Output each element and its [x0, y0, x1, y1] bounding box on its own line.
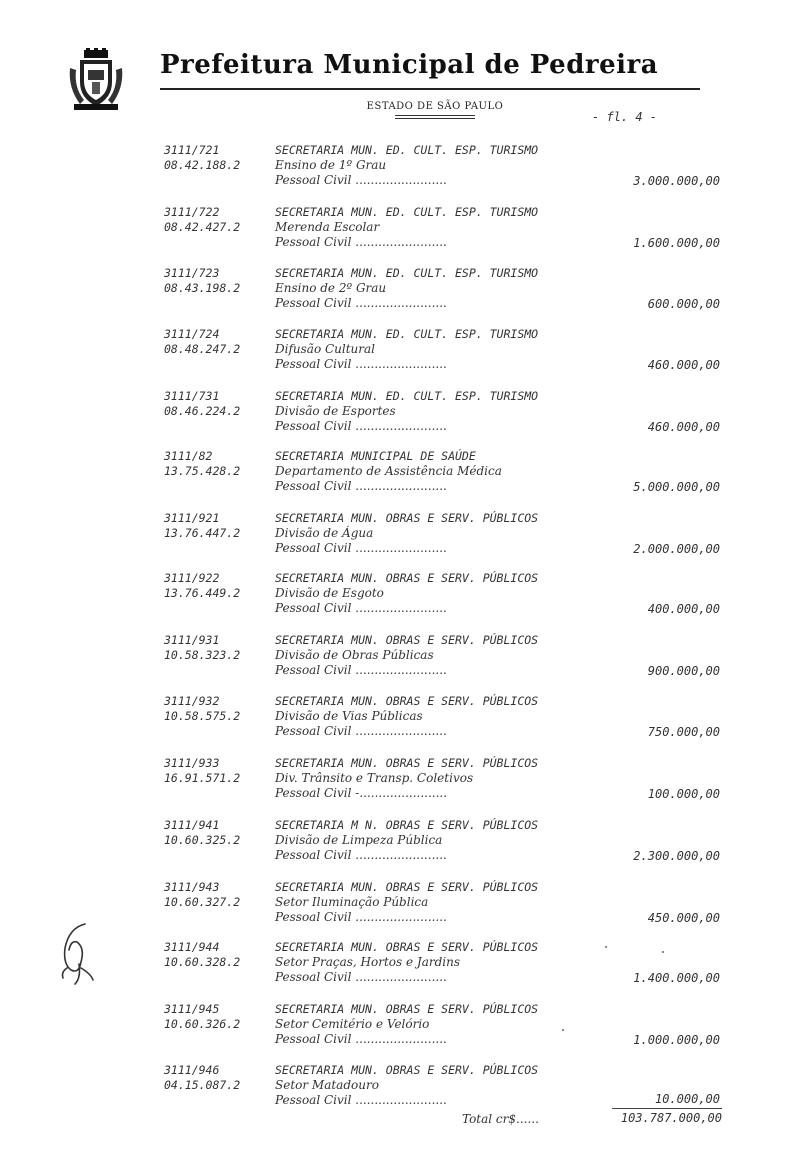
- entry-code: [164, 633, 269, 663]
- program-code: 04.15.087.2: [164, 1078, 241, 1092]
- expense-item: Pessoal Civil ........................: [275, 663, 447, 677]
- entry-amount: 460.000,00: [647, 420, 720, 434]
- account-code: 3111/945: [164, 1002, 220, 1016]
- account-code: 3111/731: [164, 389, 220, 403]
- entry-description: [275, 633, 595, 678]
- entry-amount: 3.000.000,00: [633, 174, 720, 188]
- account-code: 3111/921: [164, 511, 220, 525]
- account-code: 3111/932: [164, 694, 220, 708]
- program-code: 10.60.327.2: [164, 895, 241, 909]
- expense-item: Pessoal Civil ........................: [275, 541, 447, 555]
- entry-description: [275, 940, 595, 985]
- entry-amount: 1.600.000,00: [633, 236, 720, 250]
- unit-name: Setor Praças, Hortos e Jardins: [275, 955, 461, 969]
- scan-speck: [662, 951, 664, 953]
- entry-code: [164, 1002, 269, 1032]
- expense-item: Pessoal Civil -.......................: [275, 786, 448, 800]
- entry-description: [275, 880, 595, 925]
- department-name: SECRETARIA MUNICIPAL DE SAÚDE: [275, 449, 476, 463]
- account-code: 3111/922: [164, 571, 220, 585]
- budget-entry: [0, 756, 800, 816]
- entry-code: [164, 818, 269, 848]
- entry-code: [164, 940, 269, 970]
- entry-code: [164, 756, 269, 786]
- total-value: 103.787.000,00: [620, 1111, 722, 1125]
- expense-item: Pessoal Civil ........................: [275, 970, 447, 984]
- entry-code: [164, 389, 269, 419]
- total-label: Total cr$......: [462, 1112, 539, 1126]
- program-code: 10.58.575.2: [164, 709, 241, 723]
- entry-code: [164, 266, 269, 296]
- department-name: SECRETARIA MUN. ED. CULT. ESP. TURISMO: [275, 389, 539, 403]
- program-code: 08.42.427.2: [164, 220, 241, 234]
- entry-code: [164, 143, 269, 173]
- unit-name: Merenda Escolar: [275, 220, 380, 234]
- program-code: 13.76.447.2: [164, 526, 241, 540]
- program-code: 08.46.224.2: [164, 404, 241, 418]
- entry-description: [275, 571, 595, 616]
- account-code: 3111/933: [164, 756, 220, 770]
- unit-name: Divisão de Esgoto: [275, 586, 384, 600]
- entry-amount: 400.000,00: [647, 602, 720, 616]
- account-code: 3111/943: [164, 880, 220, 894]
- budget-entry: [0, 389, 800, 449]
- expense-item: Pessoal Civil ........................: [275, 601, 447, 615]
- program-code: 13.76.449.2: [164, 586, 241, 600]
- account-code: 3111/724: [164, 327, 220, 341]
- program-code: 10.58.323.2: [164, 648, 241, 662]
- unit-name: Ensino de 2º Grau: [275, 281, 387, 295]
- scan-speck: [605, 946, 607, 948]
- program-code: 10.60.325.2: [164, 833, 241, 847]
- page-title: Prefeitura Municipal de Pedreira: [160, 50, 659, 80]
- entry-amount: 2.000.000,00: [633, 542, 720, 556]
- entry-amount: 100.000,00: [647, 787, 720, 801]
- expense-item: Pessoal Civil ........................: [275, 296, 447, 310]
- entry-amount: 1.400.000,00: [633, 971, 720, 985]
- department-name: SECRETARIA MUN. OBRAS E SERV. PÚBLICOS: [275, 511, 539, 525]
- unit-name: Departamento de Assistência Médica: [275, 464, 502, 478]
- entry-amount: 1.000.000,00: [633, 1033, 720, 1047]
- entry-code: [164, 880, 269, 910]
- entry-amount: 460.000,00: [647, 358, 720, 372]
- entry-amount: 600.000,00: [647, 297, 720, 311]
- budget-entry: [0, 266, 800, 326]
- unit-name: Difusão Cultural: [275, 342, 376, 356]
- entry-description: [275, 205, 595, 250]
- entry-description: [275, 694, 595, 739]
- department-name: SECRETARIA MUN. OBRAS E SERV. PÚBLICOS: [275, 1002, 539, 1016]
- entry-description: [275, 756, 595, 801]
- expense-item: Pessoal Civil ........................: [275, 1032, 447, 1046]
- entry-description: [275, 389, 595, 434]
- expense-item: Pessoal Civil ........................: [275, 479, 447, 493]
- department-name: SECRETARIA MUN. OBRAS E SERV. PÚBLICOS: [275, 756, 539, 770]
- unit-name: Div. Trânsito e Transp. Coletivos: [275, 771, 474, 785]
- budget-entry: [0, 571, 800, 631]
- expense-item: Pessoal Civil ........................: [275, 235, 447, 249]
- entry-code: [164, 449, 269, 479]
- expense-item: Pessoal Civil ........................: [275, 910, 447, 924]
- entry-amount: 5.000.000,00: [633, 480, 720, 494]
- entry-description: [275, 327, 595, 372]
- entry-amount: 900.000,00: [647, 664, 720, 678]
- entry-amount: 10.000,00: [654, 1092, 720, 1106]
- unit-name: Setor Iluminação Pública: [275, 895, 429, 909]
- budget-entry: [0, 205, 800, 265]
- budget-entry: [0, 940, 800, 1000]
- department-name: SECRETARIA M N. OBRAS E SERV. PÚBLICOS: [275, 818, 539, 832]
- department-name: SECRETARIA MUN. OBRAS E SERV. PÚBLICOS: [275, 633, 539, 647]
- budget-entry: [0, 327, 800, 387]
- program-code: 08.43.198.2: [164, 281, 241, 295]
- expense-item: Pessoal Civil ........................: [275, 724, 447, 738]
- department-name: SECRETARIA MUN. OBRAS E SERV. PÚBLICOS: [275, 880, 539, 894]
- entry-description: [275, 449, 595, 494]
- department-name: SECRETARIA MUN. ED. CULT. ESP. TURISMO: [275, 205, 539, 219]
- handwritten-initial-signature: [55, 918, 100, 988]
- entry-code: [164, 511, 269, 541]
- entry-amount: 750.000,00: [647, 725, 720, 739]
- unit-name: Divisão de Vias Públicas: [275, 709, 423, 723]
- account-code: 3111/82: [164, 449, 213, 463]
- entry-description: [275, 143, 595, 188]
- account-code: 3111/721: [164, 143, 220, 157]
- expense-item: Pessoal Civil ........................: [275, 173, 447, 187]
- entry-code: [164, 1063, 269, 1093]
- unit-name: Divisão de Obras Públicas: [275, 648, 434, 662]
- entry-description: [275, 266, 595, 311]
- department-name: SECRETARIA MUN. OBRAS E SERV. PÚBLICOS: [275, 940, 539, 954]
- department-name: SECRETARIA MUN. ED. CULT. ESP. TURISMO: [275, 143, 539, 157]
- unit-name: Divisão de Limpeza Pública: [275, 833, 443, 847]
- entry-description: [275, 1002, 595, 1047]
- expense-item: Pessoal Civil ........................: [275, 357, 447, 371]
- expense-item: Pessoal Civil ........................: [275, 848, 447, 862]
- budget-entry: [0, 511, 800, 571]
- entry-amount: 450.000,00: [647, 911, 720, 925]
- unit-name: Divisão de Água: [275, 526, 374, 540]
- program-code: 16.91.571.2: [164, 771, 241, 785]
- budget-entry: [0, 1002, 800, 1062]
- entry-code: [164, 694, 269, 724]
- unit-name: Ensino de 1º Grau: [275, 158, 387, 172]
- entry-description: [275, 511, 595, 556]
- entry-code: [164, 327, 269, 357]
- department-name: SECRETARIA MUN. ED. CULT. ESP. TURISMO: [275, 266, 539, 280]
- program-code: 08.48.247.2: [164, 342, 241, 356]
- program-code: 08.42.188.2: [164, 158, 241, 172]
- department-name: SECRETARIA MUN. OBRAS E SERV. PÚBLICOS: [275, 571, 539, 585]
- account-code: 3111/931: [164, 633, 220, 647]
- program-code: 13.75.428.2: [164, 464, 241, 478]
- entry-code: [164, 571, 269, 601]
- program-code: 10.60.326.2: [164, 1017, 241, 1031]
- unit-name: Setor Matadouro: [275, 1078, 379, 1092]
- state-subtitle: ESTADO DE SÃO PAULO: [366, 101, 504, 112]
- scan-speck: [562, 1029, 564, 1031]
- account-code: 3111/723: [164, 266, 220, 280]
- department-name: SECRETARIA MUN. ED. CULT. ESP. TURISMO: [275, 327, 539, 341]
- entry-code: [164, 205, 269, 235]
- budget-entry: [0, 818, 800, 878]
- program-code: 10.60.328.2: [164, 955, 241, 969]
- budget-entry: [0, 633, 800, 693]
- entry-amount: 2.300.000,00: [633, 849, 720, 863]
- department-name: SECRETARIA MUN. OBRAS E SERV. PÚBLICOS: [275, 694, 539, 708]
- unit-name: Setor Cemitério e Velório: [275, 1017, 430, 1031]
- unit-name: Divisão de Esportes: [275, 404, 396, 418]
- budget-entry: [0, 880, 800, 940]
- account-code: 3111/944: [164, 940, 220, 954]
- entry-description: [275, 818, 595, 863]
- budget-entry: [0, 694, 800, 754]
- account-code: 3111/946: [164, 1063, 220, 1077]
- expense-item: Pessoal Civil ........................: [275, 419, 447, 433]
- account-code: 3111/941: [164, 818, 220, 832]
- budget-entry: [0, 143, 800, 203]
- expense-item: Pessoal Civil ........................: [275, 1093, 447, 1107]
- account-code: 3111/722: [164, 205, 220, 219]
- entry-description: [275, 1063, 595, 1108]
- total-rule: [612, 1108, 722, 1109]
- page-number-mark: - fl. 4 -: [592, 110, 658, 124]
- budget-entry: [0, 449, 800, 509]
- department-name: SECRETARIA MUN. OBRAS E SERV. PÚBLICOS: [275, 1063, 539, 1077]
